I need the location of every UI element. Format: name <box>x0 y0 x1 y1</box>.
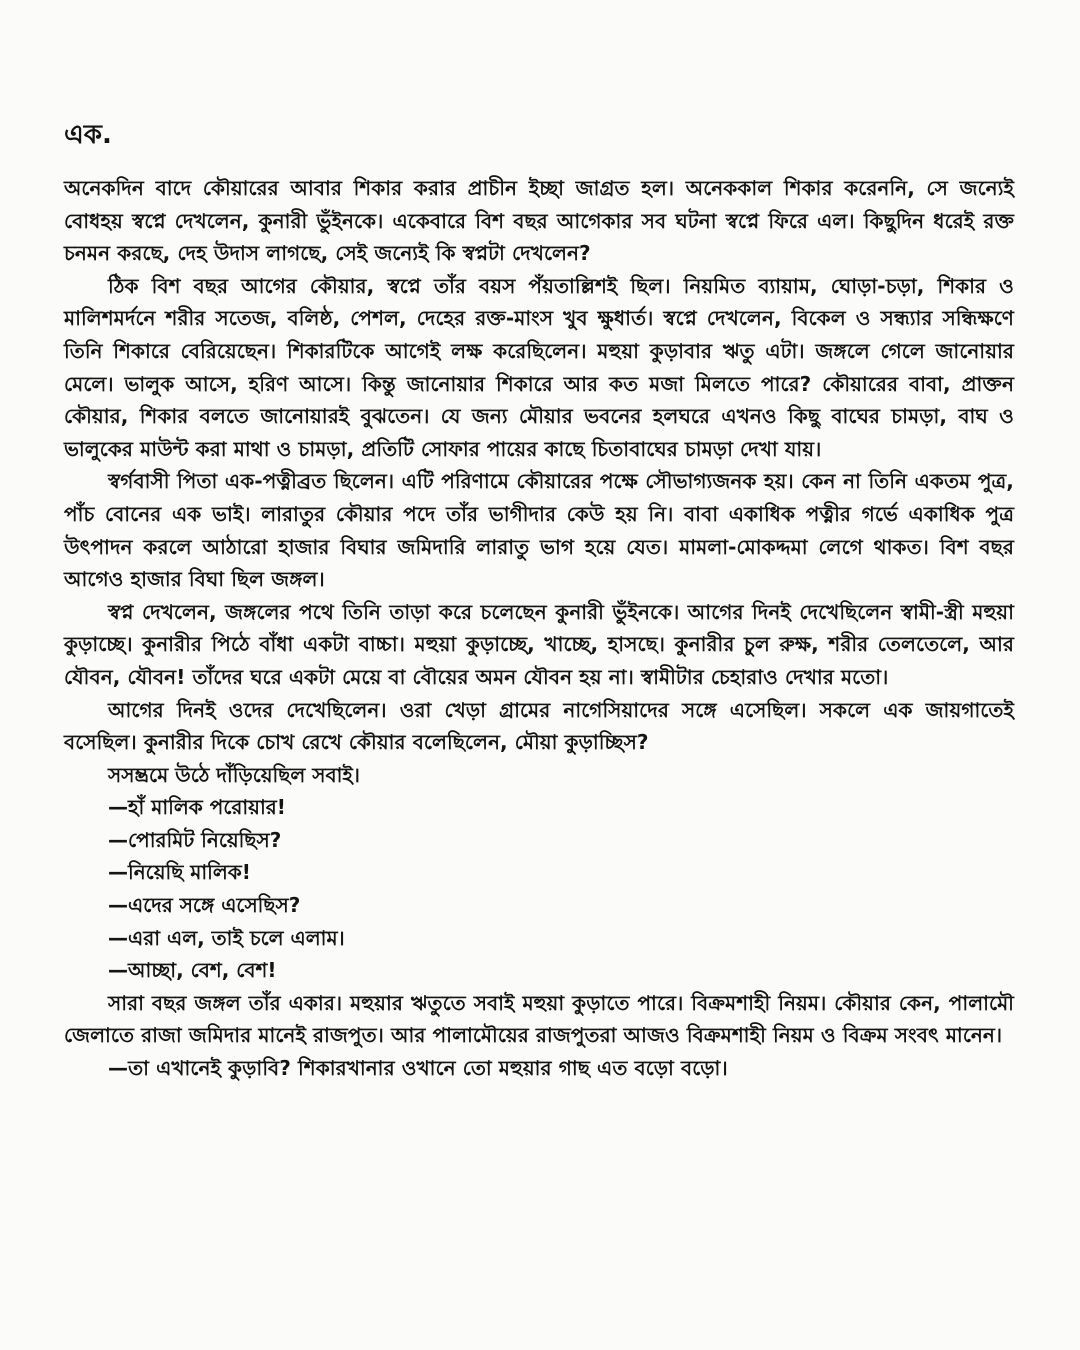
closing-paragraph: সারা বছর জঙ্গল তাঁর একার। মহুয়ার ঋতুতে সবাই মহুয়া কুড়াতে পারে। বিক্রমশাহী নিয়ম। কৌয়ার কেন, পালামৌ জেলাতে রাজা জমিদার মানেই রাজপুত। আর পালামৌয়ের রাজপুতরা আজও বিক্রমশাহী নিয়ম ও বিক্রম সংবৎ মানেন। <box>64 990 1014 1048</box>
chapter-heading: এক. <box>64 120 112 150</box>
paragraph-2: ঠিক বিশ বছর আগের কৌয়ার, স্বপ্নে তাঁর বয়স পঁয়তাল্লিশই ছিল। নিয়মিত ব্যায়াম, ঘোড়া-চড়া, শিকার ও মালিশমর্দনে শরীর সতেজ, বলিষ্ঠ, পেশল, দেহের রক্ত-মাংস খুব ক্ষুধার্ত। স্বপ্নে দেখলেন, বিকেল ও সন্ধ্যার সন্ধিক্ষণে তিনি শিকারে বেরিয়েছেন। শিকারটিকে আগেই লক্ষ করেছিলেন। মহুয়া কুড়াবার ঋতু এটা। জঙ্গলে গেলে জানোয়ার মেলে। ভালুক আসে, হরিণ আসে। কিন্তু জানোয়ার শিকারে আর কত মজা মিলতে পারে? কৌয়ারের বাবা, প্রাক্তন কৌয়ার, শিকার বলতে জানোয়ারই বুঝতেন। যে জন্য মৌয়ার ভবনের হলঘরে এখনও কিছু বাঘের চামড়া, বাঘ ও ভালুকের মাউন্ট করা মাথা ও চামড়া, প্রতিটি সোফার পায়ের কাছে চিতাবাঘের চামড়া দেখা যায়। <box>64 273 1014 461</box>
paragraph-1: অনেকদিন বাদে কৌয়ারের আবার শিকার করার প্রাচীন ইচ্ছা জাগ্রত হল। অনেককাল শিকার করেননি, সে জন্যেই বোধহয় স্বপ্নে দেখলেন, কুনারী ভুঁইনকে। একেবারে বিশ বছর আগেকার সব ঘটনা স্বপ্নে ফিরে এল। কিছুদিন ধরেই রক্ত চনমন করছে, দেহ উদাস লাগছে, সেই জন্যেই কি স্বপ্নটা দেখলেন? <box>64 176 1014 266</box>
dialogue-line-7: —আচ্ছা, বেশ, বেশ! <box>108 958 277 983</box>
paragraph-5: আগের দিনই ওদের দেখেছিলেন। ওরা খেড়া গ্রামের নাগেসিয়াদের সঙ্গে এসেছিল। সকলে এক জায়গাতেই বসেছিল। কুনারীর দিকে চোখ রেখে কৌয়ার বলেছিলেন, মৌয়া কুড়াচ্ছিস? <box>64 697 1014 755</box>
paragraph-3: স্বর্গবাসী পিতা এক-পত্নীব্রত ছিলেন। এটি পরিণামে কৌয়ারের পক্ষে সৌভাগ্যজনক হয়। কেন না তিনি একতম পুত্র, পাঁচ বোনের এক ভাই। লারাতুর কৌয়ার পদে তাঁর ভাগীদার কেউ হয় নি। বাবা একাধিক পত্নীর গর্ভে একাধিক পুত্র উৎপাদন করলে আঠারো হাজার বিঘার জমিদারি লারাতু ভাগ হয়ে যেত। মামলা-মোকদ্দমা লেগে থাকত। বিশ বছর আগেও হাজার বিঘা ছিল জঙ্গল। <box>64 469 1014 592</box>
dialogue-line-6: —এরা এল, তাই চলে এলাম। <box>108 925 345 950</box>
dialogue-line-3: —পোরমিট নিয়েছিস? <box>108 827 282 852</box>
dialogue-line-5: —এদের সঙ্গে এসেছিস? <box>108 893 301 918</box>
final-line: —তা এখানেই কুড়াবি? শিকারখানার ওখানে তো মহুয়ার গাছ এত বড়ো বড়ো। <box>108 1056 728 1081</box>
dialogue-line-2: —হাঁ মালিক পরোয়ার! <box>108 795 286 820</box>
dialogue-line-4: —নিয়েছি মালিক! <box>108 860 251 885</box>
dialogue-line-1: সসম্ভ্রমে উঠে দাঁড়িয়েছিল সবাই। <box>108 762 360 787</box>
paragraph-4: স্বপ্ন দেখলেন, জঙ্গলের পথে তিনি তাড়া করে চলেছেন কুনারী ভুঁইনকে। আগের দিনই দেখেছিলেন স্বামী-স্ত্রী মহুয়া কুড়াচ্ছে। কুনারীর পিঠে বাঁধা একটা বাচ্চা। মহুয়া কুড়াচ্ছে, খাচ্ছে, হাসছে। কুনারীর চুল রুক্ষ, শরীর তেলতেলে, আর যৌবন, যৌবন! তাঁদের ঘরে একটা মেয়ে বা বৌয়ের অমন যৌবন হয় না। স্বামীটার চেহারাও দেখার মতো। <box>64 599 1014 689</box>
body-text <box>64 172 1014 1085</box>
